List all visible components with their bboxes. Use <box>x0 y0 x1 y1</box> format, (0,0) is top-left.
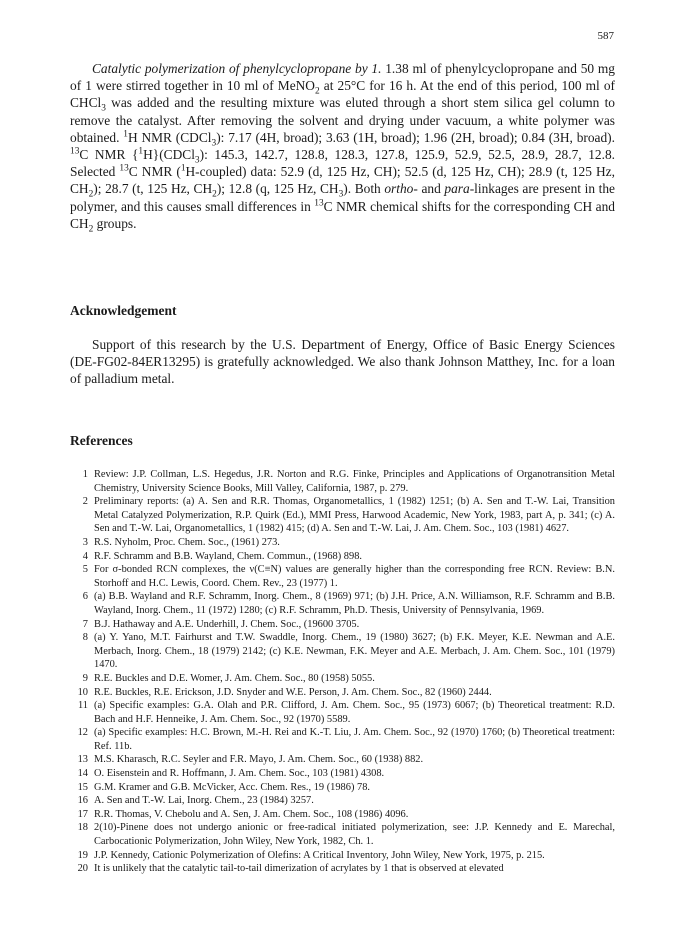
reference-text: R.S. Nyholm, Proc. Chem. Soc., (1961) 273. <box>94 536 280 548</box>
text-run: C NMR ( <box>128 164 181 180</box>
text-run: 1.38 ml of phenylcyclopropane and 50 mg of 1 were stirred together in 10 ml of MeNO <box>70 61 615 94</box>
reference-number: 15 <box>77 781 88 793</box>
acknowledgement-paragraph: Support of this research by the U.S. Department of Energy, Office of Basic Energy Sciences (DE-FG02-84ER13295) is gratefully acknowledged. We also thank Johnson Matthey, Inc. for a loan of palladium metal. <box>70 337 615 387</box>
references-list <box>70 468 615 876</box>
reference-item <box>70 550 615 564</box>
reference-number: 12 <box>77 727 88 739</box>
reference-number: 9 <box>82 672 88 684</box>
reference-number: 5 <box>82 564 88 576</box>
reference-number: 17 <box>77 808 88 820</box>
reference-number: 19 <box>77 849 88 861</box>
reference-number: 11 <box>77 700 88 712</box>
reference-item <box>70 590 615 617</box>
reference-number: 7 <box>82 618 88 630</box>
text-run: ): 7.17 (4H, broad); 3.63 (1H, broad); 1.96 (2H, broad); 0.84 (3H, broad). <box>216 129 615 145</box>
reference-text: (a) Specific examples: G.A. Olah and P.R. Clifford, J. Am. Chem. Soc., 95 (1973) 6067; (b) Theoretical treatment: R.D. Bach and H.F. Henneike, J. Am. Chem. Soc., 92 (1970) 5589. <box>94 700 615 725</box>
reference-number: 20 <box>77 863 88 875</box>
reference-item <box>70 794 615 808</box>
reference-text: (a) Specific examples: H.C. Brown, M.-H. Rei and K.-T. Liu, J. Am. Chem. Soc., 92 (1970) 1760; (b) Theoretical treatment: Ref. 11b. <box>94 727 615 752</box>
experimental-paragraph: Catalytic polymerization of phenylcyclopropane by 1. 1.38 ml of phenylcyclopropane and 50 mg of 1 were stirred together in 10 ml of MeNO$_2$ at 25°C for 16 h. At the end of this period, 100 ml of CHCl$_3$ was added and the resulting mixture was eluted through a short stem silica gel column to remove the catalyst. After removing the solvent and drying under vacuum, a white polymer was obtained. $^1$H NMR (CDCl$_3$): 7.17 (4H, broad); 3.63 (1H, broad); 1.96 (2H, broad); 0.84 (3H, broad). $^{13}$C NMR {$^1$H}(CDCl$_3$): 145.3, 142.7, 128.8, 128.3, 127.8, 125.9, 52.9, 52.5, 28.9, 28.7, 12.8. Selected $^{13}$C NMR ($^1$H-coupled) data: 52.9 (d, 125 Hz, CH); 52.5 (d, 125 Hz, CH); 28.9 (t, 125 Hz, $CH_2$); 28.7 (t, 125 Hz, $CH_2$); 12.8 (q, 125 Hz, $CH_3$). Both ortho- and para-linkages are present in the polymer, and this causes small differences in $^{13}$C NMR chemical shifts for the corresponding CH and $CH_2$ groups. <box>70 61 616 235</box>
reference-text: G.M. Kramer and G.B. McVicker, Acc. Chem. Res., 19 (1986) 78. <box>94 781 370 793</box>
reference-item <box>70 808 615 822</box>
reference-item <box>70 686 615 700</box>
reference-number: 3 <box>82 536 88 548</box>
reference-item <box>70 862 615 876</box>
text-run: was added and the resulting mixture was eluted through a short stem silica gel column to remove the catalyst. After removing the solvent and drying under vacuum, a white polymer was obtained. <box>70 95 615 145</box>
reference-item <box>70 767 615 781</box>
reference-text: (a) B.B. Wayland and R.F. Schramm, Inorg. Chem., 8 (1969) 971; (b) J.H. Price, A.N. Williamson, R.F. Schramm and B.B. Wayland, Inorg. Chem., 11 (1972) 1280; (c) R.F. Schramm, Ph.D. Thesis, University of Pennsylvania, 1969. <box>94 591 615 616</box>
reference-text: R.F. Schramm and B.B. Wayland, Chem. Commun., (1968) 898. <box>94 550 362 562</box>
reference-text: It is unlikely that the catalytic tail-to-tail dimerization of acrylates by 1 that is observed at elevated <box>94 863 504 875</box>
reference-number: 14 <box>77 768 88 780</box>
reference-text: For σ-bonded RCN complexes, the ν(C≡N) values are generally higher than the corresponding free RCN. Review: B.N. Storhoff and H.C. Lewis, Coord. Chem. Rev., 23 (1977) 1. <box>94 564 615 589</box>
reference-item <box>70 849 615 863</box>
reference-item <box>70 618 615 632</box>
text-run: para- <box>444 181 475 197</box>
reference-text: M.S. Kharasch, R.C. Seyler and F.R. Mayo, J. Am. Chem. Soc., 60 (1938) 882. <box>94 754 424 766</box>
text-run: ); 28.7 (t, 125 Hz, CH <box>93 181 213 197</box>
text-run: ortho- <box>384 181 418 197</box>
text-run: H-coupled) data: 52.9 (d, 125 Hz, CH); 52.5 (d, 125 Hz, CH); 28.9 (t, 125 Hz, CH <box>70 164 615 197</box>
text-run: at 25°C for 16 h. At the end of this period, 100 ml of CHCl <box>70 78 615 111</box>
text-run: C NMR { <box>79 147 139 163</box>
reference-item <box>70 536 615 550</box>
reference-item <box>70 821 615 848</box>
references-heading: References <box>70 433 133 448</box>
reference-text: J.P. Kennedy, Cationic Polymerization of Olefins: A Critical Inventory, John Wiley, New York, 1975, p. 215. <box>94 849 545 861</box>
reference-number: 13 <box>77 754 88 766</box>
reference-number: 10 <box>77 686 88 698</box>
reference-number: 18 <box>77 822 88 834</box>
text-run: ): 145.3, 142.7, 128.8, 128.3, 127.8, 125.9, 52.9, 52.5, 28.9, 28.7, 12.8. Selected <box>70 147 615 180</box>
page-number: 587 <box>597 30 614 42</box>
reference-number: 16 <box>77 795 88 807</box>
reference-text: R.E. Buckles and D.E. Womer, J. Am. Chem. Soc., 80 (1958) 5055. <box>94 672 375 684</box>
reference-text: O. Eisenstein and R. Hoffmann, J. Am. Chem. Soc., 103 (1981) 4308. <box>94 768 385 780</box>
reference-text: A. Sen and T.-W. Lai, Inorg. Chem., 23 (1984) 3257. <box>94 795 314 807</box>
reference-text: (a) Y. Yano, M.T. Fairhurst and T.W. Swaddle, Inorg. Chem., 19 (1980) 3627; (b) F.K. Meyer, K.E. Newman and A.E. Merbach, Inorg. Chem., 18 (1979) 2142; (c) K.E. Newman, F.K. Meyer and A.E. Merbach, J. Am. Chem. Soc., 101 (1979) 1470. <box>94 632 615 671</box>
section-run-in-title: Catalytic polymerization of phenylcyclopropane by 1. <box>92 61 382 76</box>
acknowledgement-heading: Acknowledgement <box>70 303 177 318</box>
text-run: H NMR (CDCl <box>127 129 212 145</box>
reference-number: 6 <box>82 591 88 603</box>
text-run: ). Both <box>343 181 385 197</box>
text-run: and <box>417 181 445 197</box>
text-run: groups. <box>93 215 137 231</box>
reference-text: Preliminary reports: (a) A. Sen and R.R. Thomas, Organometallics, 1 (1982) 1251; (b) A. Sen and T.-W. Lai, Transition Metal Catalyzed Polymerization, R.P. Quirk (Ed.), MMI Press, Harwood Academic, New York, 1983, part A, p. 341; (c) A. Sen and T.-W. Lai, Organometallics, 1 (1982) 415; (d) A. Sen and T.-W. Lai, J. Am. Chem. Soc., 103 (1981) 4627. <box>94 496 615 535</box>
reference-item <box>70 781 615 795</box>
reference-item <box>70 699 615 726</box>
reference-item <box>70 753 615 767</box>
reference-text: Review: J.P. Collman, L.S. Hegedus, J.R. Norton and R.G. Finke, Principles and Applications of Organotransition Metal Chemistry, University Science Books, Mill Valley, California, 1987, p. 279. <box>94 469 615 494</box>
reference-text: R.E. Buckles, R.E. Erickson, J.D. Snyder and W.E. Person, J. Am. Chem. Soc., 82 (1960) 2444. <box>94 686 492 698</box>
reference-number: 2 <box>82 496 88 508</box>
text-run: linkages are present in the polymer, and this causes small differences in <box>70 181 615 214</box>
text-run: ); 12.8 (q, 125 Hz, CH <box>216 181 339 197</box>
reference-item <box>70 563 615 590</box>
reference-item <box>70 468 615 495</box>
reference-text: B.J. Hathaway and A.E. Underhill, J. Chem. Soc., (19600 3705. <box>94 618 360 630</box>
reference-number: 1 <box>82 469 88 480</box>
text-run: H}(CDCl <box>143 147 195 163</box>
reference-text: R.R. Thomas, V. Chebolu and A. Sen, J. Am. Chem. Soc., 108 (1986) 4096. <box>94 808 409 820</box>
reference-number: 4 <box>82 550 88 562</box>
reference-text: 2(10)-Pinene does not undergo anionic or free-radical initiated polymerization, see: J.P. Kennedy and E. Marechal, Carbocationic Polymerization, John Wiley, New York, 1982, Ch. 1. <box>94 822 615 848</box>
reference-item <box>70 631 615 672</box>
reference-item <box>70 495 615 536</box>
acknowledgement-text <box>70 336 615 388</box>
reference-item <box>70 726 615 753</box>
reference-item <box>70 672 615 686</box>
text-run: C NMR chemical shifts for the corresponding CH and CH <box>70 198 616 231</box>
reference-number: 8 <box>82 632 88 644</box>
